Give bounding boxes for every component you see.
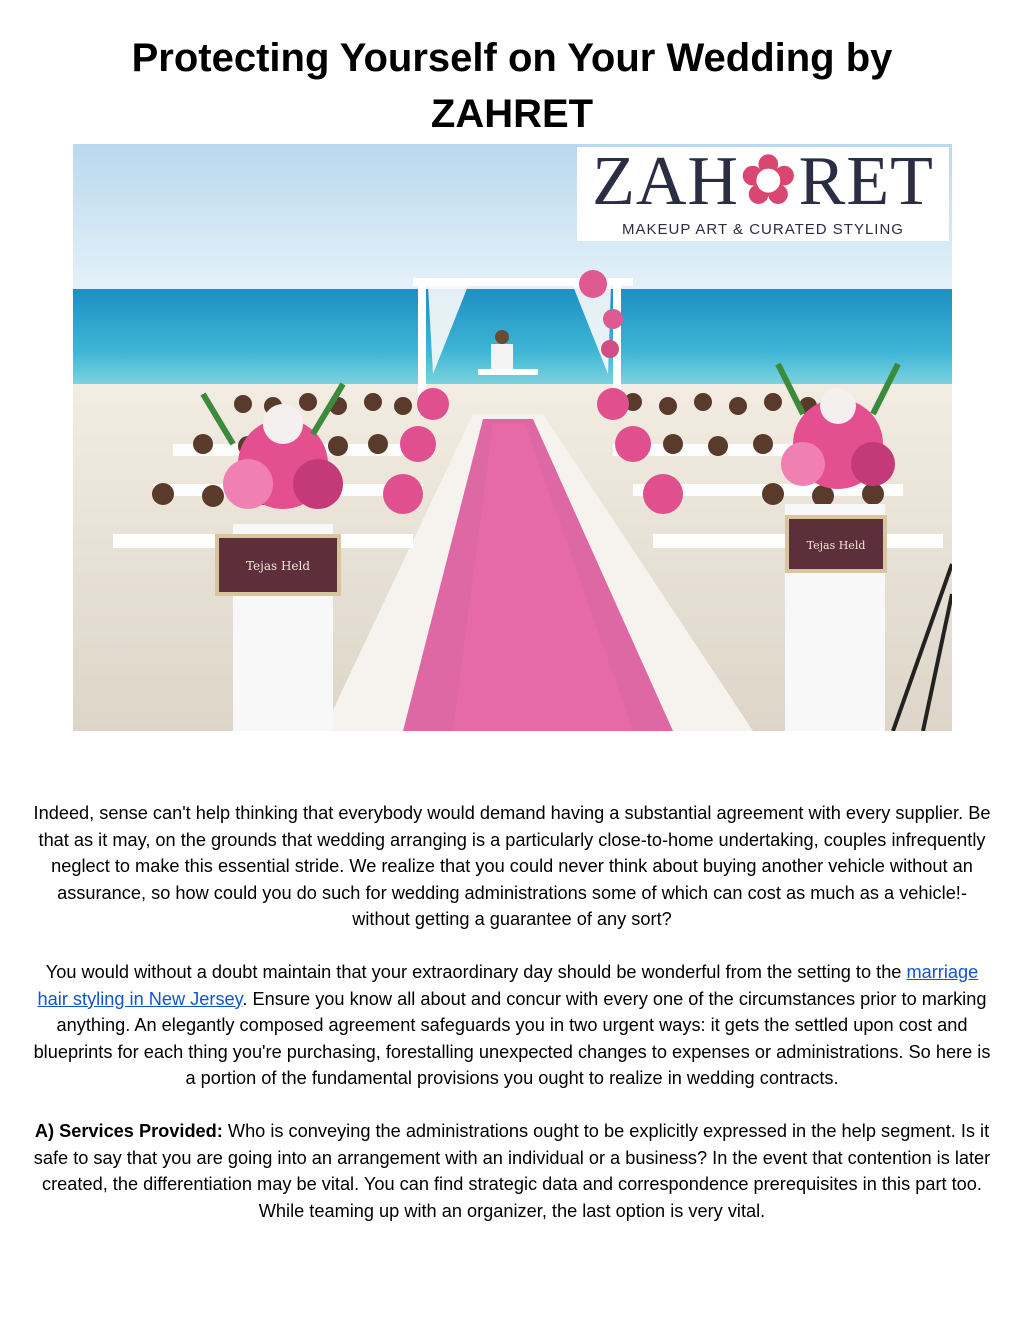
article-body — [30, 800, 994, 1250]
logo-wordmark: ZAH✿RET — [592, 144, 934, 220]
rose-icon: ✿ — [739, 144, 799, 220]
left-sign-text: Tejas Held — [245, 559, 311, 573]
hair-styling-link[interactable]: marriage hair styling in New Jersey — [37, 961, 979, 1009]
paragraph-intro: Indeed, sense can't help thinking that everybody would demand having a substantial agreement with every supplier. Be that as it may, on the grounds that wedding arranging is a particularly close-to-home undertaking, couples infrequently neglect to make this essential stride. We realize that you could never think about buying another vehicle without an assurance, so how could you do such for wedding administrations some of which can cost as much as a vehicle!- without getting a guarantee of any sort? — [33, 803, 991, 930]
services-heading: A) Services Provided: — [34, 1120, 223, 1141]
logo-tagline: MAKEUP ART & CURATED STYLING — [622, 221, 904, 238]
page-title: Protecting Yourself on Your Wedding by ZAHRET — [131, 36, 893, 136]
paragraph-services: A) Services Provided: Who is conveying the administrations ought to be explicitly expressed in the help segment. Is it safe to say that you are going into an arrangement with an individual or a business? In the event that contention is later created, the differentiation may be vital. You can find strategic data and correspondence prerequisites in this part too. While teaming up with an organizer, the last option is very vital. — [33, 1120, 991, 1221]
paragraph-setting: You would without a doubt maintain that your extraordinary day should be wonderful from the setting to the marriage hair styling in New Jersey. Ensure you know all about and concur with every one of the circumstances prior to marking anything. An elegantly composed agreement safeguards you in two urgent ways: it gets the settled upon cost and blueprints for each thing you're purchasing, forestalling unexpected changes to expenses or administrations. So here is a portion of the fundamental provisions you ought to realize in wedding contracts. — [33, 961, 991, 1089]
zahret-logo — [577, 144, 949, 241]
right-sign-text: Tejas Held — [806, 539, 866, 552]
hero-image — [73, 144, 952, 731]
